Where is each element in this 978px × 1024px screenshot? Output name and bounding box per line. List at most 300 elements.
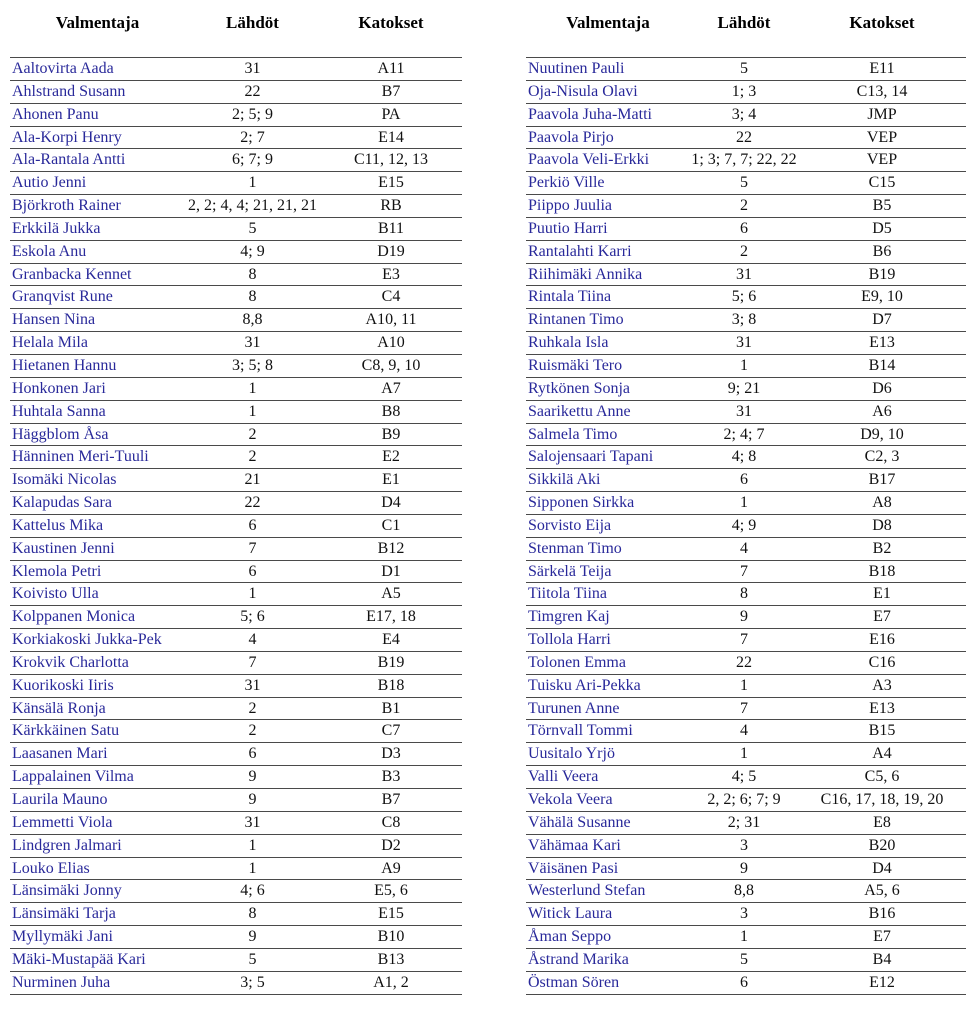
- shelters-cell: B5: [872, 197, 892, 215]
- coach-name-cell: Huhtala Sanna: [12, 402, 106, 420]
- coach-name-cell: Aaltovirta Aada: [12, 60, 114, 77]
- shelters-cell: B17: [868, 471, 896, 489]
- starts-cell: 31: [736, 265, 752, 283]
- shelters-cell: C2, 3: [864, 448, 900, 466]
- table-row: [10, 126, 462, 149]
- shelters-cell: D1: [381, 562, 401, 580]
- shelters-cell: C8, 9, 10: [361, 356, 421, 374]
- starts-cell: 6: [740, 471, 748, 489]
- coach-name-cell: Rintala Tiina: [528, 288, 612, 306]
- starts-cell: 1: [248, 174, 257, 192]
- table-row: [526, 583, 966, 606]
- shelters-cell: C16, 17, 18, 19, 20: [820, 791, 944, 808]
- shelters-cell: E2: [382, 448, 400, 466]
- table-row: [526, 537, 966, 560]
- coach-name-cell: Tuisku Ari-Pekka: [528, 676, 641, 694]
- starts-cell: 9: [248, 768, 257, 786]
- starts-cell: 3; 5: [240, 973, 265, 991]
- coach-name-cell: Rytkönen Sonja: [528, 379, 631, 397]
- starts-cell: 5: [248, 950, 257, 968]
- coach-name-cell: Ala-Korpi Henry: [12, 128, 122, 146]
- coach-name-cell: Witick Laura: [528, 905, 613, 923]
- starts-cell: 9: [740, 608, 748, 626]
- starts-cell: 6: [248, 745, 257, 763]
- starts-cell: 9; 21: [727, 379, 761, 397]
- coach-name-cell: Vekola Veera: [528, 791, 613, 808]
- shelters-cell: B13: [377, 950, 405, 968]
- starts-cell: 1: [248, 402, 257, 420]
- table-row: [526, 720, 966, 743]
- table-row: [526, 492, 966, 515]
- starts-cell: 4; 8: [731, 448, 757, 466]
- col-header-katokset: Katokset: [849, 13, 915, 32]
- table-row: [526, 446, 966, 469]
- table-row: [526, 766, 966, 789]
- table-row: [526, 834, 966, 857]
- coach-name-cell: Kolppanen Monica: [12, 608, 136, 626]
- coach-name-cell: Törnvall Tommi: [528, 722, 633, 740]
- table-row: [526, 58, 966, 81]
- table-row: [10, 240, 462, 263]
- starts-cell: 3; 8: [731, 311, 757, 329]
- coach-name-cell: Vähämaa Kari: [528, 836, 621, 854]
- col-header-lahdot: Lähdöt: [717, 13, 771, 32]
- table-row: [526, 811, 966, 834]
- shelters-cell: B11: [377, 219, 405, 237]
- coach-name-cell: Paavola Veli-Erkki: [528, 151, 650, 169]
- table-row: [10, 560, 462, 583]
- table-row: [526, 514, 966, 537]
- shelters-cell: D7: [872, 311, 892, 329]
- shelters-cell: B18: [377, 676, 405, 694]
- starts-cell: 21: [244, 471, 261, 489]
- table-row: [526, 217, 966, 240]
- starts-cell: 1: [740, 676, 748, 694]
- shelters-cell: B4: [872, 950, 892, 968]
- shelters-cell: A8: [872, 494, 892, 512]
- table-row: [526, 651, 966, 674]
- coach-name-cell: Väisänen Pasi: [528, 859, 619, 877]
- shelters-cell: B2: [872, 539, 892, 557]
- coach-name-cell: Koivisto Ulla: [12, 585, 99, 603]
- coach-name-cell: Björkroth Rainer: [12, 197, 121, 215]
- table-row: [10, 80, 462, 103]
- table-row: [10, 354, 462, 377]
- table-row: [526, 560, 966, 583]
- table-row: [526, 971, 966, 994]
- shelters-cell: D8: [872, 516, 892, 534]
- table-body: [10, 58, 462, 995]
- table-row: [526, 880, 966, 903]
- shelters-cell: E4: [382, 631, 400, 649]
- starts-cell: 4: [248, 631, 257, 649]
- table-row: [10, 720, 462, 743]
- starts-cell: 8: [248, 265, 257, 283]
- shelters-cell: VEP: [866, 128, 898, 146]
- coach-name-cell: Tolonen Emma: [528, 653, 626, 671]
- starts-cell: 9: [248, 928, 257, 946]
- table-row: [526, 606, 966, 629]
- shelters-cell: B1: [381, 699, 401, 717]
- table-row: [526, 309, 966, 332]
- coach-name-cell: Sikkilä Aki: [528, 471, 601, 489]
- shelters-cell: C5, 6: [864, 768, 900, 786]
- coach-name-cell: Kärkkäinen Satu: [12, 722, 120, 740]
- starts-cell: 2; 4; 7: [723, 425, 765, 443]
- coach-name-cell: Sorvisto Eija: [528, 516, 612, 534]
- shelters-cell: E15: [378, 174, 404, 192]
- coach-name-cell: Hänninen Meri-Tuuli: [12, 448, 149, 466]
- table-row: [526, 354, 966, 377]
- starts-cell: 8,8: [242, 311, 263, 329]
- table-row: [526, 743, 966, 766]
- coach-name-cell: Eskola Anu: [12, 242, 87, 260]
- table-row: [10, 469, 462, 492]
- starts-cell: 31: [244, 676, 261, 694]
- shelters-cell: E8: [873, 813, 891, 831]
- table-row: [10, 766, 462, 789]
- shelters-cell: D9, 10: [860, 425, 904, 443]
- coach-name-cell: Korkiakoski Jukka-Pek: [12, 631, 162, 649]
- table-row: [10, 400, 462, 423]
- starts-cell: 3; 5; 8: [232, 356, 273, 374]
- coach-name-cell: Erkkilä Jukka: [12, 219, 101, 237]
- table-row: [526, 629, 966, 652]
- starts-cell: 2: [248, 722, 257, 740]
- coach-name-cell: Granbacka Kennet: [12, 265, 132, 283]
- starts-cell: 31: [244, 334, 261, 352]
- coach-name-cell: Lappalainen Vilma: [12, 768, 134, 786]
- shelters-cell: B7: [381, 82, 401, 100]
- table-row: [526, 126, 966, 149]
- shelters-cell: PA: [381, 105, 401, 123]
- coach-name-cell: Östman Sören: [528, 973, 620, 991]
- starts-cell: 3: [740, 836, 748, 854]
- shelters-cell: E7: [873, 608, 891, 626]
- table-row: [10, 743, 462, 766]
- starts-cell: 7: [740, 699, 748, 717]
- coach-name-cell: Salmela Timo: [528, 425, 618, 443]
- starts-cell: 1: [248, 836, 257, 854]
- table-row: [526, 926, 966, 949]
- coach-name-cell: Rintanen Timo: [528, 311, 624, 329]
- table-row: [10, 423, 462, 446]
- table-row: [526, 332, 966, 355]
- shelters-cell: A7: [381, 379, 401, 397]
- table-row: [10, 834, 462, 857]
- shelters-cell: A10: [377, 334, 405, 352]
- shelters-cell: RB: [380, 197, 402, 215]
- starts-cell: 2: [740, 242, 748, 260]
- shelters-cell: A1, 2: [373, 973, 409, 991]
- coach-name-cell: Nurminen Juha: [12, 973, 111, 991]
- starts-cell: 2: [740, 197, 748, 215]
- shelters-cell: A6: [872, 402, 892, 420]
- coach-name-cell: Nuutinen Pauli: [528, 60, 625, 77]
- coach-name-cell: Kaustinen Jenni: [12, 539, 115, 557]
- coach-name-cell: Åstrand Marika: [528, 950, 629, 968]
- shelters-cell: C11, 12, 13: [353, 151, 429, 169]
- starts-cell: 2; 31: [727, 813, 761, 831]
- coach-name-cell: Honkonen Jari: [12, 379, 106, 397]
- table-row: [526, 697, 966, 720]
- shelters-cell: B15: [868, 722, 896, 740]
- table-row: [10, 58, 462, 81]
- shelters-cell: B10: [377, 928, 405, 946]
- table-row: [526, 789, 966, 812]
- table-row: [10, 926, 462, 949]
- table-row: [526, 195, 966, 218]
- starts-cell: 1: [248, 379, 257, 397]
- starts-cell: 1; 3; 7, 7; 22, 22: [691, 151, 797, 169]
- coach-table-left: [10, 12, 462, 995]
- shelters-cell: VEP: [866, 151, 898, 169]
- col-header-valmentaja: Valmentaja: [55, 13, 140, 32]
- starts-cell: 22: [244, 494, 261, 512]
- table-row: [10, 811, 462, 834]
- shelters-cell: E15: [378, 905, 404, 923]
- starts-cell: 1: [248, 585, 257, 603]
- starts-cell: 31: [736, 334, 752, 352]
- shelters-cell: B7: [381, 791, 401, 808]
- table-row: [526, 240, 966, 263]
- coach-name-cell: Ahonen Panu: [12, 105, 99, 123]
- coach-name-cell: Isomäki Nicolas: [12, 471, 117, 489]
- coach-name-cell: Ala-Rantala Antti: [12, 151, 126, 169]
- shelters-cell: D5: [872, 219, 892, 237]
- starts-cell: 3: [740, 905, 748, 923]
- shelters-cell: C13, 14: [856, 82, 908, 100]
- table-row: [526, 172, 966, 195]
- coach-name-cell: Häggblom Åsa: [12, 425, 109, 443]
- coach-name-cell: Vähälä Susanne: [528, 813, 631, 831]
- table-row: [10, 103, 462, 126]
- starts-cell: 2; 5; 9: [232, 105, 273, 123]
- shelters-cell: B18: [868, 562, 896, 580]
- starts-cell: 4; 9: [240, 242, 265, 260]
- table-row: [526, 103, 966, 126]
- table-row: [526, 948, 966, 971]
- shelters-cell: E5, 6: [374, 882, 408, 900]
- table-row: [526, 903, 966, 926]
- starts-cell: 31: [244, 813, 261, 831]
- starts-cell: 4; 6: [240, 882, 265, 900]
- coach-name-cell: Helala Mila: [12, 334, 88, 352]
- starts-cell: 6: [740, 973, 748, 991]
- shelters-cell: E16: [869, 631, 895, 649]
- coach-name-cell: Oja-Nisula Olavi: [528, 82, 638, 100]
- starts-cell: 1: [740, 745, 748, 763]
- starts-cell: 4: [740, 722, 748, 740]
- shelters-cell: A11: [377, 60, 405, 77]
- shelters-cell: E17, 18: [366, 608, 416, 626]
- starts-cell: 1: [740, 356, 748, 374]
- starts-cell: 4; 5: [731, 768, 757, 786]
- table-row: [10, 446, 462, 469]
- starts-cell: 2, 2; 4, 4; 21, 21, 21: [188, 197, 317, 215]
- coach-name-cell: Stenman Timo: [528, 539, 622, 557]
- starts-cell: 31: [736, 402, 752, 420]
- table-row: [526, 377, 966, 400]
- coach-name-cell: Myllymäki Jani: [12, 928, 113, 946]
- starts-cell: 1: [248, 859, 257, 877]
- coach-name-cell: Länsimäki Tarja: [12, 905, 116, 923]
- coach-name-cell: Särkelä Teija: [528, 562, 612, 580]
- coach-name-cell: Rantalahti Karri: [528, 242, 632, 260]
- table-row: [10, 492, 462, 515]
- table-row: [10, 789, 462, 812]
- starts-cell: 5: [740, 950, 748, 968]
- shelters-cell: D4: [381, 494, 401, 512]
- starts-cell: 8: [740, 585, 748, 603]
- starts-cell: 7: [740, 631, 748, 649]
- shelters-cell: A9: [381, 859, 401, 877]
- starts-cell: 1: [740, 928, 748, 946]
- coach-name-cell: Lemmetti Viola: [12, 813, 113, 831]
- starts-cell: 4: [740, 539, 748, 557]
- coach-name-cell: Turunen Anne: [528, 699, 620, 717]
- table-row: [10, 880, 462, 903]
- shelters-cell: E14: [378, 128, 404, 146]
- shelters-cell: B8: [381, 402, 401, 420]
- shelters-cell: D6: [872, 379, 892, 397]
- starts-cell: 5: [740, 174, 748, 192]
- starts-cell: 4; 9: [731, 516, 757, 534]
- shelters-cell: D19: [377, 242, 405, 260]
- starts-cell: 5: [248, 219, 257, 237]
- shelters-cell: E11: [869, 60, 895, 77]
- shelters-cell: B6: [872, 242, 892, 260]
- table-row: [10, 971, 462, 994]
- table-row: [10, 195, 462, 218]
- table-row: [526, 857, 966, 880]
- table-row: [526, 674, 966, 697]
- table-row: [10, 537, 462, 560]
- shelters-cell: E9, 10: [861, 288, 903, 306]
- coach-name-cell: Lindgren Jalmari: [12, 836, 122, 854]
- shelters-cell: A10, 11: [365, 311, 417, 329]
- starts-cell: 2: [248, 699, 257, 717]
- coach-name-cell: Sipponen Sirkka: [528, 494, 635, 512]
- table-row: [10, 217, 462, 240]
- table-header-row: [10, 12, 462, 58]
- table-row: [10, 263, 462, 286]
- table-row: [10, 651, 462, 674]
- table-row: [10, 514, 462, 537]
- table-row: [10, 606, 462, 629]
- coach-name-cell: Ahlstrand Susann: [12, 82, 126, 100]
- starts-cell: 1: [740, 494, 748, 512]
- coach-name-cell: Louko Elias: [12, 859, 90, 877]
- starts-cell: 3; 4: [731, 105, 757, 123]
- coach-name-cell: Kalapudas Sara: [12, 494, 112, 512]
- shelters-cell: A4: [872, 745, 892, 763]
- coach-name-cell: Valli Veera: [528, 768, 599, 786]
- starts-cell: 7: [248, 653, 257, 671]
- coach-name-cell: Puutio Harri: [528, 219, 608, 237]
- coach-name-cell: Kuorikoski Iiris: [12, 676, 114, 694]
- shelters-cell: C4: [381, 288, 401, 306]
- shelters-cell: B12: [377, 539, 405, 557]
- table-row: [10, 583, 462, 606]
- shelters-cell: B19: [377, 653, 405, 671]
- shelters-cell: E13: [869, 699, 895, 717]
- shelters-cell: C15: [868, 174, 896, 192]
- starts-cell: 6: [740, 219, 748, 237]
- starts-cell: 2; 7: [240, 128, 265, 146]
- starts-cell: 22: [244, 82, 261, 100]
- starts-cell: 8: [248, 288, 257, 306]
- coach-name-cell: Saarikettu Anne: [528, 402, 631, 420]
- shelters-cell: E13: [869, 334, 895, 352]
- coach-name-cell: Westerlund Stefan: [528, 882, 646, 900]
- shelters-cell: JMP: [867, 105, 897, 123]
- shelters-cell: C1: [381, 516, 401, 534]
- starts-cell: 5: [740, 60, 748, 77]
- shelters-cell: E1: [382, 471, 400, 489]
- coach-name-cell: Kattelus Mika: [12, 516, 104, 534]
- shelters-cell: A5, 6: [864, 882, 900, 900]
- col-header-katokset: Katokset: [358, 13, 424, 32]
- coach-name-cell: Timgren Kaj: [528, 608, 610, 626]
- table-row: [10, 674, 462, 697]
- starts-cell: 6: [248, 562, 257, 580]
- coach-name-cell: Salojensaari Tapani: [528, 448, 654, 466]
- table-row: [526, 400, 966, 423]
- coach-name-cell: Riihimäki Annika: [528, 265, 643, 283]
- shelters-cell: A5: [381, 585, 401, 603]
- starts-cell: 8: [248, 905, 257, 923]
- coach-name-cell: Uusitalo Yrjö: [528, 745, 615, 763]
- coach-name-cell: Mäki-Mustapää Kari: [12, 950, 146, 968]
- coach-name-cell: Länsimäki Jonny: [12, 882, 122, 900]
- starts-cell: 22: [736, 128, 752, 146]
- col-header-lahdot: Lähdöt: [226, 13, 279, 32]
- table-row: [526, 149, 966, 172]
- coach-name-cell: Piippo Juulia: [528, 197, 613, 215]
- table-row: [10, 857, 462, 880]
- coach-name-cell: Laasanen Mari: [12, 745, 108, 763]
- shelters-cell: B16: [868, 905, 896, 923]
- shelters-cell: B3: [381, 768, 401, 786]
- table-row: [526, 286, 966, 309]
- table-body: [526, 58, 966, 995]
- col-header-valmentaja: Valmentaja: [566, 13, 650, 32]
- coach-name-cell: Ruhkala Isla: [528, 334, 609, 352]
- shelters-cell: C7: [381, 722, 401, 740]
- coach-name-cell: Hansen Nina: [12, 311, 96, 329]
- starts-cell: 5; 6: [731, 288, 757, 306]
- starts-cell: 7: [248, 539, 257, 557]
- table-row: [10, 903, 462, 926]
- starts-cell: 2, 2; 6; 7; 9: [707, 791, 781, 808]
- table-row: [526, 80, 966, 103]
- coach-name-cell: Granqvist Rune: [12, 288, 113, 306]
- coach-name-cell: Känsälä Ronja: [12, 699, 106, 717]
- coach-name-cell: Hietanen Hannu: [12, 356, 117, 374]
- starts-cell: 5; 6: [240, 608, 265, 626]
- table-row: [10, 948, 462, 971]
- table-row: [10, 309, 462, 332]
- starts-cell: 6; 7; 9: [232, 151, 273, 169]
- shelters-cell: D2: [381, 836, 401, 854]
- coach-name-cell: Tiitola Tiina: [528, 585, 608, 603]
- shelters-cell: E12: [869, 973, 895, 991]
- coach-name-cell: Klemola Petri: [12, 562, 102, 580]
- table-row: [10, 286, 462, 309]
- shelters-cell: A3: [872, 676, 892, 694]
- shelters-cell: E7: [873, 928, 891, 946]
